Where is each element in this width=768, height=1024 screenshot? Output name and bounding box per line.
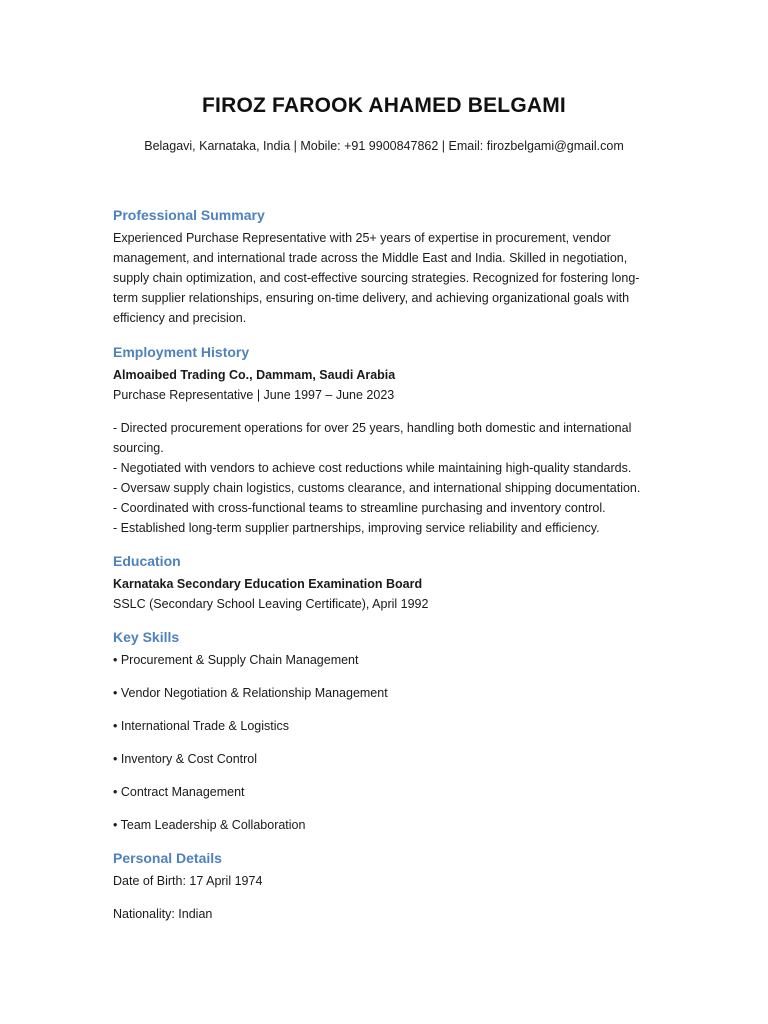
education-section bbox=[113, 552, 661, 614]
education-qualification: SSLC (Secondary School Leaving Certificate), April 1992 bbox=[113, 597, 429, 611]
duty-item: - Directed procurement operations for over 25 years, handling both domestic and international sourcing. bbox=[113, 421, 632, 455]
contact-line: Belagavi, Karnataka, India | Mobile: +91 9900847862 | Email: firozbelgami@gmail.com bbox=[144, 139, 624, 153]
duty-item: - Oversaw supply chain logistics, customs clearance, and international shipping documentation. bbox=[113, 481, 641, 495]
key-skills-section bbox=[113, 628, 661, 848]
candidate-name: FIROZ FAROOK AHAMED BELGAMI bbox=[202, 94, 566, 117]
skill-item: • Team Leadership & Collaboration bbox=[113, 818, 306, 832]
education-institution: Karnataka Secondary Education Examination Board bbox=[113, 577, 423, 591]
skill-item: • Inventory & Cost Control bbox=[113, 752, 258, 766]
skill-item: • Procurement & Supply Chain Management bbox=[113, 653, 359, 667]
section-heading-education: Education bbox=[113, 553, 181, 569]
duties-list bbox=[113, 418, 661, 538]
personal-details-section bbox=[113, 849, 661, 937]
duty-item: - Coordinated with cross-functional teams to streamline purchasing and inventory control. bbox=[113, 501, 606, 515]
employment-history-section bbox=[113, 343, 661, 538]
summary-text: Experienced Purchase Representative with 25+ years of expertise in procurement, vendor management, and international trade across the Middle East and India. Skilled in negotiation, supply chain optimization, and cost-effective sourcing strategies. Recognized for fostering long-term supplier relationships, ensuring on-time delivery, and achieving organizational goals with efficiency and precision. bbox=[113, 231, 640, 325]
nationality: Nationality: Indian bbox=[113, 907, 213, 921]
skills-list bbox=[113, 650, 661, 835]
date-of-birth: Date of Birth: 17 April 1974 bbox=[113, 874, 263, 888]
section-heading-employment: Employment History bbox=[113, 344, 250, 360]
job-role: Purchase Representative | June 1997 – June 2023 bbox=[113, 388, 395, 402]
employer-name: Almoaibed Trading Co., Dammam, Saudi Arabia bbox=[113, 368, 396, 382]
duty-item: - Established long-term supplier partnerships, improving service reliability and efficiency. bbox=[113, 521, 600, 535]
duty-item: - Negotiated with vendors to achieve cost reductions while maintaining high-quality standards. bbox=[113, 461, 632, 475]
professional-summary-section bbox=[113, 206, 661, 328]
skill-item: • Contract Management bbox=[113, 785, 245, 799]
section-heading-skills: Key Skills bbox=[113, 629, 180, 645]
skill-item: • International Trade & Logistics bbox=[113, 719, 290, 733]
section-heading-summary: Professional Summary bbox=[113, 207, 265, 223]
skill-item: • Vendor Negotiation & Relationship Management bbox=[113, 686, 388, 700]
section-heading-personal: Personal Details bbox=[113, 850, 222, 866]
